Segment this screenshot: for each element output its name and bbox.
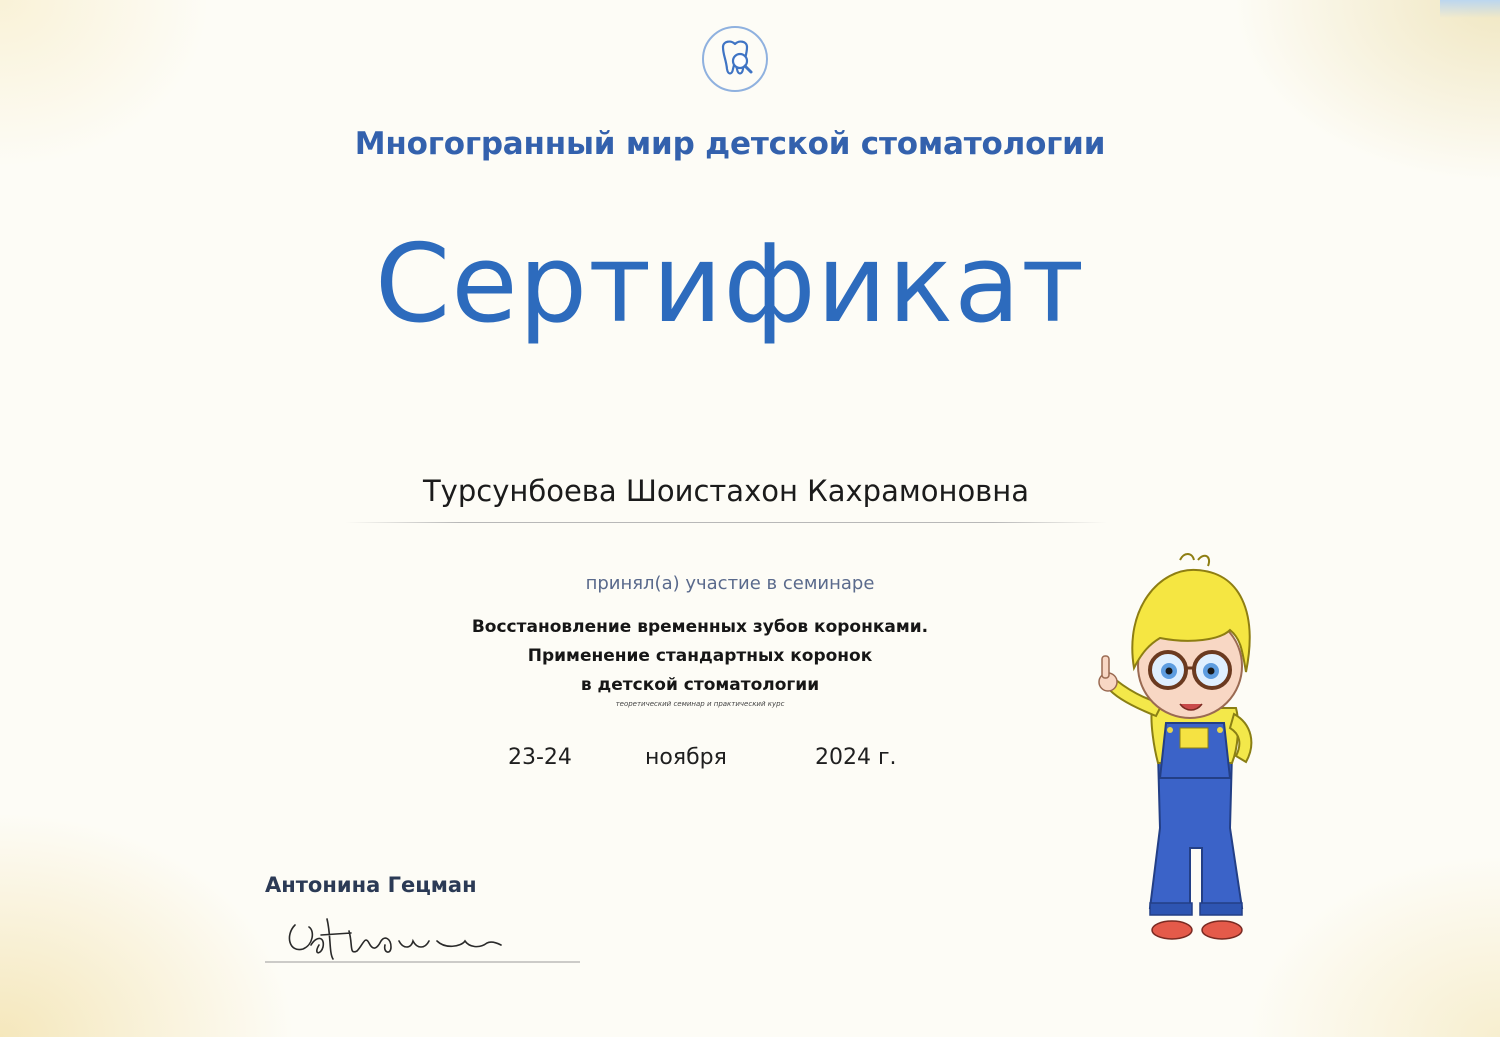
seminar-title-line-2: Применение стандартных коронок [527,646,873,666]
seminar-title-line-1: Восстановление временных зубов коронками. [471,617,929,637]
seminar-note: теоретический семинар и практический курс [615,700,785,708]
signer-name: Антонина Гецман [265,873,477,897]
cartoon-boy-illustration [1080,548,1270,948]
seminar-title-line-3: в детской стоматологии [580,675,820,695]
recipient-name: Турсунбоева Шоистахон Кахрамоновна [422,474,1030,508]
certificate-title: Сертификат [374,222,1086,347]
event-subtitle: Многогранный мир детской стоматологии [354,126,1106,162]
date-month: ноября [645,745,727,770]
seminar-title [420,613,980,700]
name-underline [345,522,1107,523]
participation-text: принял(а) участие в семинаре [585,573,875,594]
tooth-magnifier-icon [701,25,769,93]
date-days: 23-24 [508,745,572,770]
corner-decoration [1440,0,1500,18]
handwritten-signature [265,905,585,975]
date-year: 2024 г. [815,745,897,770]
